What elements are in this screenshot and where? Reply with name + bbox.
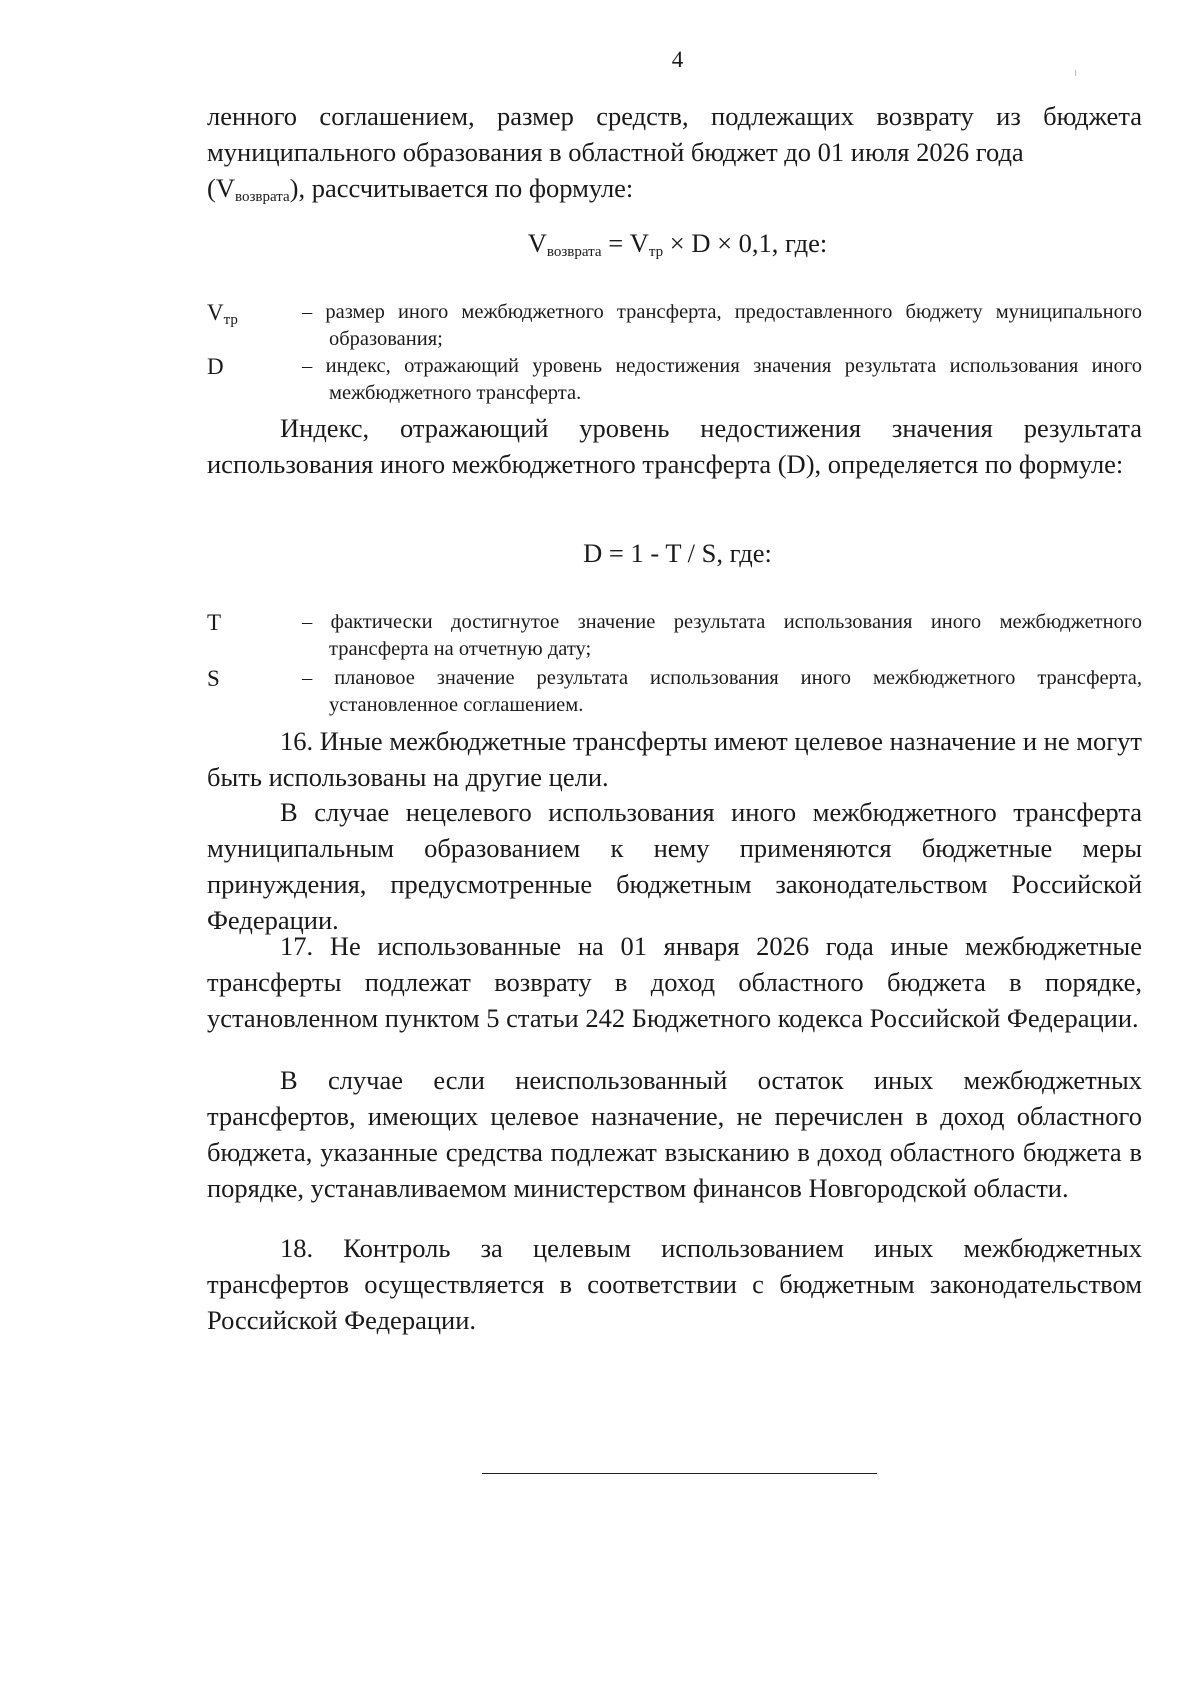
definition-vtr <box>207 299 1142 353</box>
intro-paragraph <box>207 98 1142 170</box>
page-number: 4 <box>671 47 684 72</box>
definition-symbol: D <box>207 354 224 379</box>
paragraph-17-recovery: В случае если неиспользованный остаток иных межбюджетных трансфертов, имеющих целевое назначение, не перечислен в доход областного бюджета, указанные средства подлежат взысканию в доход областного бюджета в порядке, устанавливаемом министерством финансов Новгородской области. <box>207 1065 1142 1203</box>
intro-tail: ), рассчитывается по формуле: <box>289 173 634 203</box>
index-paragraph: Индекс, отражающий уровень недостижения значения результата использования иного межбюджетного трансферта (D), определяется по формуле: <box>207 413 1142 479</box>
definition-symbol: S <box>207 666 220 691</box>
definition-d <box>207 353 1142 407</box>
definition-symbol: $V_{тр}$ <box>207 300 238 328</box>
definition-text: – индекс, отражающий уровень недостижения значения результата использования иного межбюджетного трансферта. <box>302 355 1142 404</box>
definition-s <box>207 665 1142 719</box>
scan-mark <box>1075 70 1076 76</box>
formula-v-sub: возврата <box>546 244 602 260</box>
intro-v-sub: возврата <box>234 189 290 205</box>
definition-text: – размер иного межбюджетного трансферта, предоставленного бюджету муниципального образования; <box>302 301 1142 350</box>
paragraph-16-consequence: В случае нецелевого использования иного межбюджетного трансферта муниципальным образованием к нему применяются бюджетные меры принуждения, предусмотренные бюджетным законодательством Российской Федерации. <box>207 797 1142 935</box>
definition-t <box>207 609 1142 663</box>
definition-text: – плановое значение результата использования иного межбюджетного трансферта, установленное соглашением. <box>302 667 1142 716</box>
formula-eq: = V <box>601 228 649 258</box>
definition-text: – фактически достигнутое значение результата использования иного межбюджетного трансферта на отчетную дату; <box>302 611 1142 660</box>
end-divider <box>482 1473 877 1474</box>
definition-symbol: T <box>207 610 222 635</box>
formula-tr-sub: тр <box>648 244 664 260</box>
formula-return <box>0 228 1200 259</box>
paragraph-16: 16. Иные межбюджетные трансферты имеют целевое назначение и не могут быть использованы на другие цели. <box>207 726 1142 792</box>
paragraph-17: 17. Не использованные на 01 января 2026 года иные межбюджетные трансферты подлежат возврату в доход областного бюджета в порядке, установленном пунктом 5 статьи 242 Бюджетного кодекса Российской Федерации. <box>207 931 1142 1033</box>
formula-index: D = 1 - T / S, где: <box>583 538 772 568</box>
intro-v: (V <box>207 173 235 203</box>
intro-line-3 <box>207 170 1142 206</box>
intro-line-2: муниципального образования в областной бюджет до 01 июля 2026 года <box>207 137 1024 167</box>
paragraph-18: 18. Контроль за целевым использованием иных межбюджетных трансфертов осуществляется в соответствии с бюджетным законодательством Российской Федерации. <box>207 1233 1142 1335</box>
intro-line-1: ленного соглашением, размер средств, подлежащих возврату из бюджета <box>207 101 1142 131</box>
formula-rest: × D × 0,1, где: <box>663 228 828 258</box>
formula-v: V <box>527 228 547 258</box>
